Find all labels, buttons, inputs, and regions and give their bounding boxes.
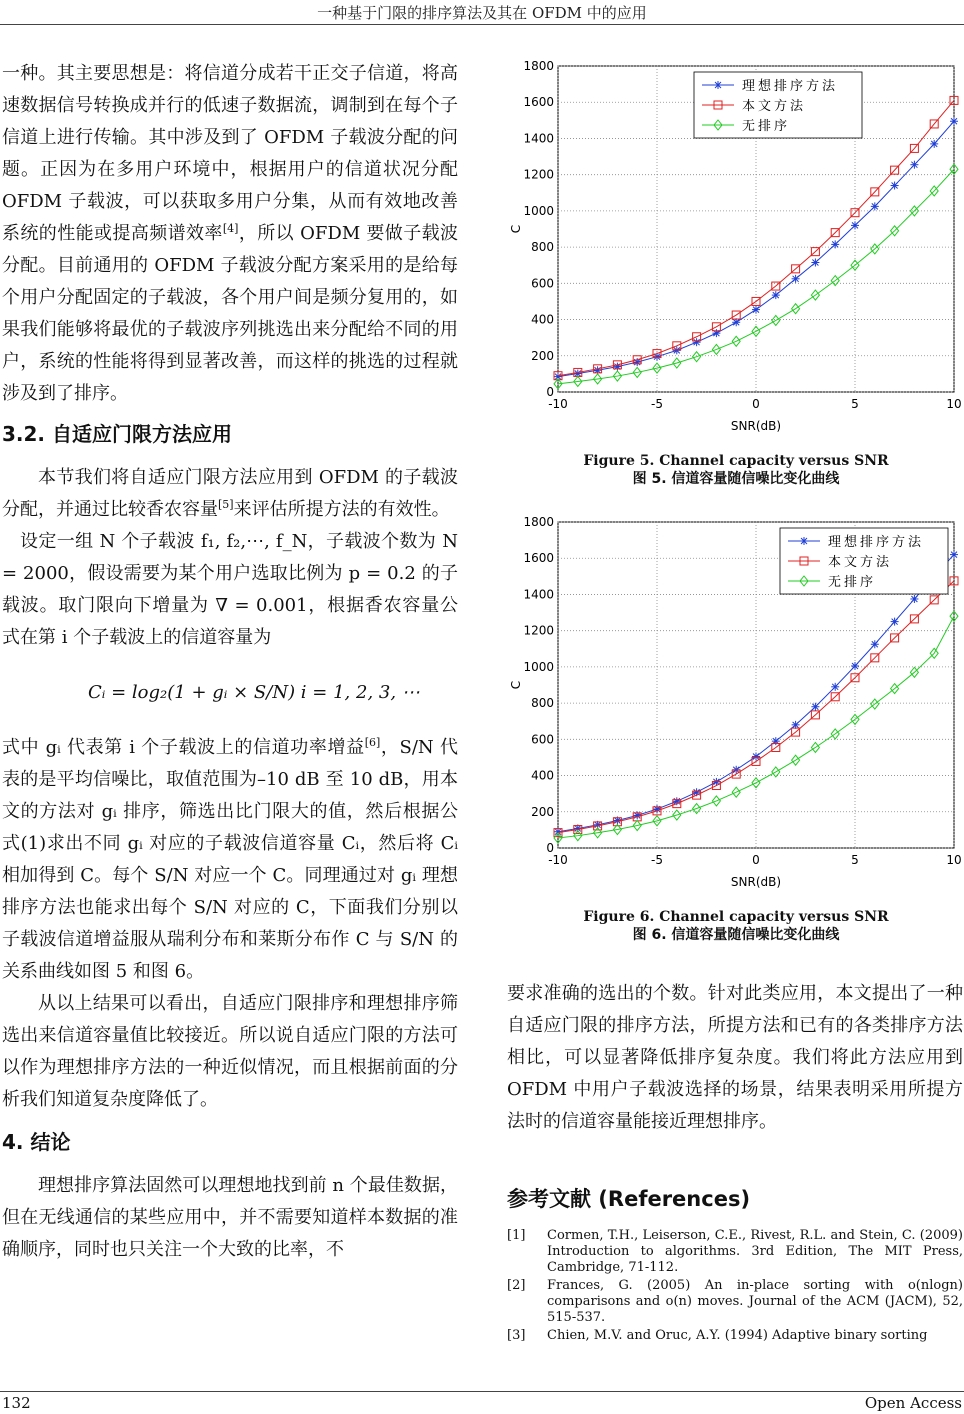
reference-number: [2] (507, 1278, 526, 1293)
y-tick-label: 800 (531, 240, 554, 255)
figure-6-caption-cn: 图 6. 信道容量随信噪比变化曲线 (632, 927, 840, 943)
paragraph-results: 从以上结果可以看出，自适应门限排序和理想排序筛选出来信道容量值比较接近。所以说自适应门限的方法可以作为理想排序方法的一种近似情况，而且根据前面的分析我们知道复杂度降低了。 (2, 993, 458, 1110)
y-tick-label: 1400 (523, 131, 554, 146)
citation-4[interactable]: [4] (222, 222, 239, 235)
header-rule (0, 24, 964, 25)
y-tick-label: 200 (531, 348, 554, 363)
citation-5[interactable]: [5] (218, 498, 234, 511)
y-tick-label: 800 (531, 696, 554, 711)
legend-label: 理想排序方法 (742, 79, 839, 94)
left-column (2, 58, 458, 1266)
legend-marker (800, 537, 808, 545)
legend-label: 本文方法 (828, 555, 893, 570)
y-tick-label: 400 (531, 312, 554, 327)
data-point (871, 202, 879, 210)
y-tick-label: 1200 (523, 623, 554, 638)
y-tick-label: 0 (546, 385, 554, 399)
references-heading: 参考文献 (References) (507, 1187, 751, 1211)
legend-label: 无排序 (828, 575, 877, 590)
data-point (792, 275, 800, 283)
x-tick-label: 10 (946, 397, 962, 411)
data-point (910, 595, 918, 603)
data-point (693, 338, 701, 346)
figure-5-svg (506, 58, 964, 438)
reference-item (507, 1228, 963, 1276)
x-tick-label: -10 (548, 397, 568, 411)
y-axis-label: C (509, 680, 523, 690)
figure-5-caption-cn: 图 5. 信道容量随信噪比变化曲线 (632, 471, 840, 487)
p2-text: 本节我们将自适应门限方法应用到 OFDM 的子载波分配，并通过比较香农容量 (2, 467, 458, 520)
open-access-label: Open Access (864, 1394, 962, 1412)
figure-6-chart (506, 514, 964, 894)
figure-5-caption-en: Figure 5. Channel capacity versus SNR (583, 453, 889, 469)
y-axis-label: C (509, 224, 523, 234)
y-tick-label: 1200 (523, 167, 554, 182)
figure-6-svg (506, 514, 964, 894)
data-point (891, 182, 899, 190)
legend-label: 无排序 (742, 119, 791, 134)
data-point (910, 161, 918, 169)
data-point (851, 662, 859, 670)
p2-tail: 来评估所提方法的有效性。 (233, 499, 450, 520)
reference-item (507, 1328, 963, 1344)
y-tick-label: 1400 (523, 587, 554, 602)
figure-5 (506, 58, 964, 488)
y-tick-label: 1600 (523, 551, 554, 566)
data-point (950, 117, 958, 125)
y-tick-label: 600 (531, 276, 554, 291)
x-axis-label: SNR(dB) (730, 875, 782, 889)
citation-6[interactable]: [6] (364, 736, 381, 749)
data-point (891, 618, 899, 626)
footer-rule (0, 1391, 964, 1392)
section-4-heading: 4. 结论 (2, 1130, 71, 1154)
p1-tail: ，所以 OFDM 要做子载波分配。目前通用的 OFDM 子载波分配方案采用的是给每个用户分配固定的子载波，各个用户间是频分复用的，如果我们能够将最优的子载波序列挑选出来分配给不同的用户，系统的性能将得到显著改善，而这样的挑选的过程就涉及到了排序。 (2, 223, 458, 404)
reference-number: [3] (507, 1328, 526, 1343)
x-tick-label: -5 (651, 853, 663, 867)
section-3-2-heading: 3.2. 自适应门限方法应用 (2, 422, 232, 446)
references-list (507, 1228, 963, 1346)
y-tick-label: 1000 (523, 203, 554, 218)
paragraph-gain (2, 732, 458, 988)
p4-tail: ，S/N 代表的是平均信噪比，取值范围为–10 dB 至 10 dB，用本文的方法对 gᵢ 排序，筛选出比门限大的值，然后根据公式(1)求出不同 gᵢ 对应的子载波信道容量 Cᵢ，然后将 Cᵢ 相加得到 C。每个 S/N 对应一个 C。同理通过对 gᵢ 理想排序方法也能求出每个 S/N 对应的 C，下面我们分别以子载波信道增益服从瑞利分布和莱斯分布作 C 与 S/N 的关系曲线如图 5 和图 6。 (2, 737, 458, 982)
reference-text: Chien, M.V. and Oruc, A.Y. (1994) Adaptive binary sorting (547, 1328, 928, 1343)
legend-label: 理想排序方法 (828, 535, 925, 550)
x-tick-label: 5 (851, 853, 859, 867)
reference-number: [1] (507, 1228, 526, 1243)
y-tick-label: 600 (531, 732, 554, 747)
y-tick-label: 1600 (523, 95, 554, 110)
paragraph-setup: 设定一组 N 个子载波 f₁, f₂,⋯, f_N，子载波个数为 N = 2000，假设需要为某个用户选取比例为 p = 0.2 的子载波。取门限向下增量为 ∇ = 0.001，根据香农容量公式在第 i 个子载波上的信道容量为 (2, 531, 458, 648)
y-tick-label: 1800 (523, 515, 554, 529)
figure-5-chart (506, 58, 964, 438)
data-point (831, 683, 839, 691)
data-point (811, 703, 819, 711)
data-point (930, 140, 938, 148)
paragraph-method (2, 462, 458, 526)
data-point (871, 640, 879, 648)
x-tick-label: -5 (651, 397, 663, 411)
x-axis-label: SNR(dB) (730, 419, 782, 433)
reference-item (507, 1278, 963, 1326)
figure-6 (506, 514, 964, 944)
data-point (752, 306, 760, 314)
data-point (811, 259, 819, 267)
x-tick-label: 0 (752, 397, 760, 411)
x-tick-label: 5 (851, 397, 859, 411)
running-header: 一种基于门限的排序算法及其在 OFDM 中的应用 (317, 4, 647, 22)
figure-6-caption-en: Figure 6. Channel capacity versus SNR (583, 909, 889, 925)
p1-text: 一种。其主要思想是：将信道分成若干正交子信道，将高速数据信号转换成并行的低速子数据流，调制到在每个子信道上进行传输。其中涉及到了 OFDM 子载波分配的问题。正因为在多用户环境中，根据用户的信道状况分配 OFDM 子载波，可以获取多用户分集，从而有效地改善系统的性能或提高频谱效率 (2, 63, 458, 244)
data-point (673, 346, 681, 354)
data-point (772, 291, 780, 299)
y-tick-label: 0 (546, 841, 554, 855)
y-tick-label: 1800 (523, 59, 554, 73)
reference-text: Frances, G. (2005) An in-place sorting with o(nlogn) comparisons and o(n) moves. Journal of the ACM (JACM), 52, 515-537. (547, 1278, 963, 1325)
legend-marker (714, 81, 722, 89)
y-tick-label: 200 (531, 804, 554, 819)
data-point (950, 551, 958, 559)
paragraph-ofdm (2, 58, 458, 410)
capacity-formula: Cᵢ = log₂(1 + gᵢ × S/N) i = 1, 2, 3, ⋯ (88, 682, 420, 703)
data-point (831, 240, 839, 248)
y-tick-label: 1000 (523, 659, 554, 674)
reference-text: Cormen, T.H., Leiserson, C.E., Rivest, R.L. and Stein, C. (2009) Introduction to algorithms. 3rd Edition, The MIT Press, Cambridge, 71-112. (547, 1228, 963, 1275)
x-tick-label: 10 (946, 853, 962, 867)
p4-text: 式中 gᵢ 代表第 i 个子载波上的信道功率增益 (2, 737, 365, 758)
paragraph-conclusion: 理想排序算法固然可以理想地找到前 n 个最佳数据，但在无线通信的某些应用中，并不需要知道样本数据的准确顺序，同时也只关注一个大致的比率，不 (2, 1175, 458, 1260)
data-point (851, 221, 859, 229)
page-number: 132 (2, 1394, 31, 1412)
legend-label: 本文方法 (742, 99, 807, 114)
x-tick-label: 0 (752, 853, 760, 867)
y-tick-label: 400 (531, 768, 554, 783)
right-paragraph: 要求准确的选出的个数。针对此类应用，本文提出了一种自适应门限的排序方法，所提方法和已有的各类排序方法相比，可以显著降低排序复杂度。我们将此方法应用到 OFDM 中用户子载波选择的场景，结果表明采用所提方法时的信道容量能接近理想排序。 (507, 983, 963, 1132)
x-tick-label: -10 (548, 853, 568, 867)
